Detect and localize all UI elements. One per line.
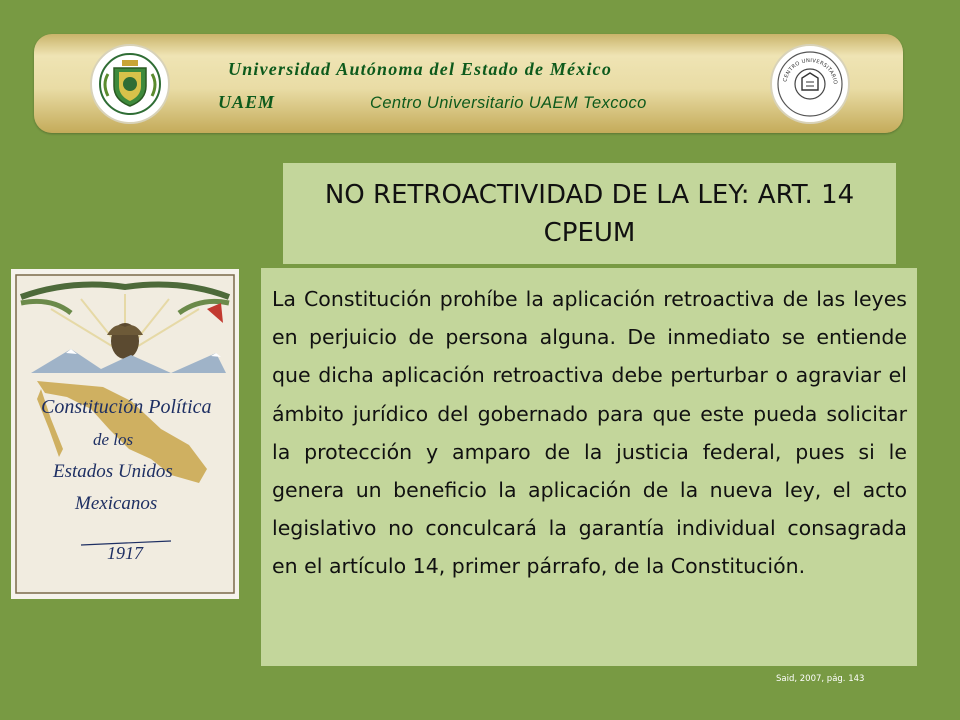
texcoco-seal-graphic [772,46,848,122]
cover-line-3: Estados Unidos [53,461,173,482]
university-acronym: UAEM [218,92,276,112]
university-name: Universidad Autónoma del Estado de México [228,59,613,79]
cover-line-2: de los [93,430,134,449]
cover-line-1: Constitución Política [41,396,212,418]
slide-title-text: NO RETROACTIVIDAD DE LA LEY: ART. 14 CPEUM [324,179,855,248]
uaem-seal-icon [90,44,170,124]
texcoco-seal-textpath: CENTRO UNIVERSITARIO [782,57,839,85]
cover-line-5: 1917 [107,543,143,563]
body-paragraph: La Constitución prohíbe la aplicación retroactiva de las leyes en perjuicio de persona alguna. De inmediato se entiende que dicha aplicación retroactiva debe perturbar o agraviar el ámbito jurídico del gobernado para que este pueda solicitar la protección y amparo de la justicia federal, pues si le genera un beneficio la aplicación de la nueva ley, el acto legislativo no conculcará la garantía individual consagrada en el artículo 14, primer párrafo, de la Constitución. [272,287,907,579]
texcoco-seal-icon [770,44,850,124]
citation: Said, 2007, pág. 143 [776,674,865,684]
constitution-cover-graphic [11,269,239,599]
constitution-cover-illustration [11,269,239,599]
slide-title [283,163,896,264]
cover-line-4: Mexicanos [75,493,158,514]
uaem-seal-graphic [92,46,168,122]
center-name: Centro Universitario UAEM Texcoco [370,94,647,112]
content-panel [261,268,917,666]
